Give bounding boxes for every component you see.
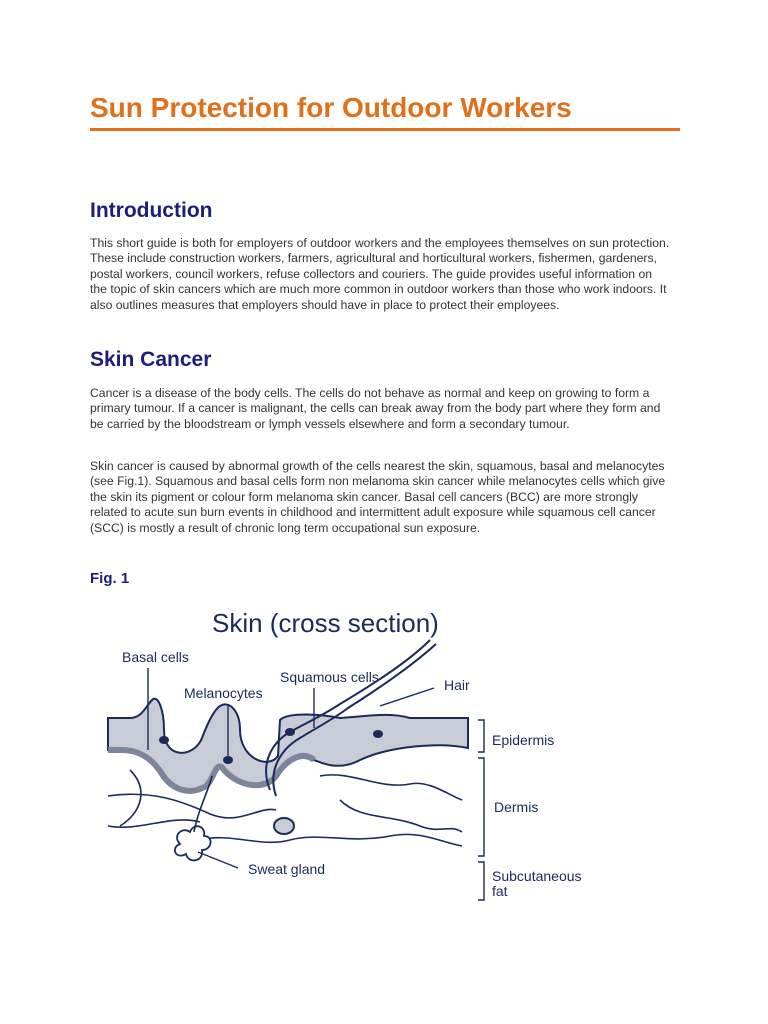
melanocyte-dot bbox=[223, 756, 233, 764]
epidermis-label: Epidermis bbox=[492, 732, 555, 748]
hair-label: Hair bbox=[444, 677, 470, 693]
subcutaneous-label-line-2: fat bbox=[492, 883, 508, 899]
skin-cross-section-figure bbox=[90, 600, 610, 910]
skin-cancer-paragraph-2: Skin cancer is caused by abnormal growth of the cells nearest the skin, squamous, basal and melanocytes (see Fig.1). Squamous and basal cells form non melanoma skin cancer while melanocytes cells which give the skin its pigment or colour form melanoma skin cancer. Basal cell cancers (BCC) are more strongly related to acute sun burn events in childhood and intermittent adult exposure while squamous cell cancer (SCC) is mostly a result of chronic long term occupational sun exposure. bbox=[90, 459, 666, 535]
dermis-bracket bbox=[478, 758, 484, 856]
squamous-cells-label: Squamous cells bbox=[280, 669, 379, 685]
document-title: Sun Protection for Outdoor Workers bbox=[90, 92, 572, 123]
introduction-heading: Introduction bbox=[90, 199, 213, 222]
melanocyte-dot bbox=[373, 730, 383, 738]
subcutaneous-bracket bbox=[478, 862, 484, 900]
skin-cancer-heading: Skin Cancer bbox=[90, 348, 212, 371]
hair-pointer bbox=[380, 688, 434, 706]
melanocyte-dot bbox=[285, 728, 295, 736]
sweat-gland-pointer bbox=[198, 852, 238, 868]
title-underline bbox=[90, 128, 680, 131]
skin-cancer-paragraph-1: Cancer is a disease of the body cells. The cells do not behave as normal and keep on growing to form a primary tumour. If a cancer is malignant, the cells can break away from the body part where they form and be carried by the bloodstream or lymph vessels elsewhere and form a secondary tumour. bbox=[90, 386, 661, 431]
melanocyte-dot bbox=[159, 736, 169, 744]
figure-label: Fig. 1 bbox=[90, 570, 130, 587]
basal-cells-label: Basal cells bbox=[122, 649, 189, 665]
sweat-gland-label: Sweat gland bbox=[248, 861, 326, 877]
dermis-label: Dermis bbox=[494, 799, 539, 815]
epidermis-bracket bbox=[478, 720, 484, 752]
melanocytes-label: Melanocytes bbox=[184, 685, 263, 701]
subcutaneous-label-line-1: Subcutaneous bbox=[492, 868, 582, 884]
introduction-paragraph: This short guide is both for employers of outdoor workers and the employees themselves on sun protection. These include construction workers, farmers, agricultural and horticultural workers, fishermen, gardeners, postal workers, council workers, refuse collectors and couriers. The guide provides useful information on the topic of skin cancers which are much more common in outdoor workers than those who work indoors. It also outlines measures that employers should have in place to protect their employees. bbox=[90, 236, 670, 312]
figure-title: Skin (cross section) bbox=[212, 608, 439, 638]
hair-bulb bbox=[274, 818, 294, 834]
